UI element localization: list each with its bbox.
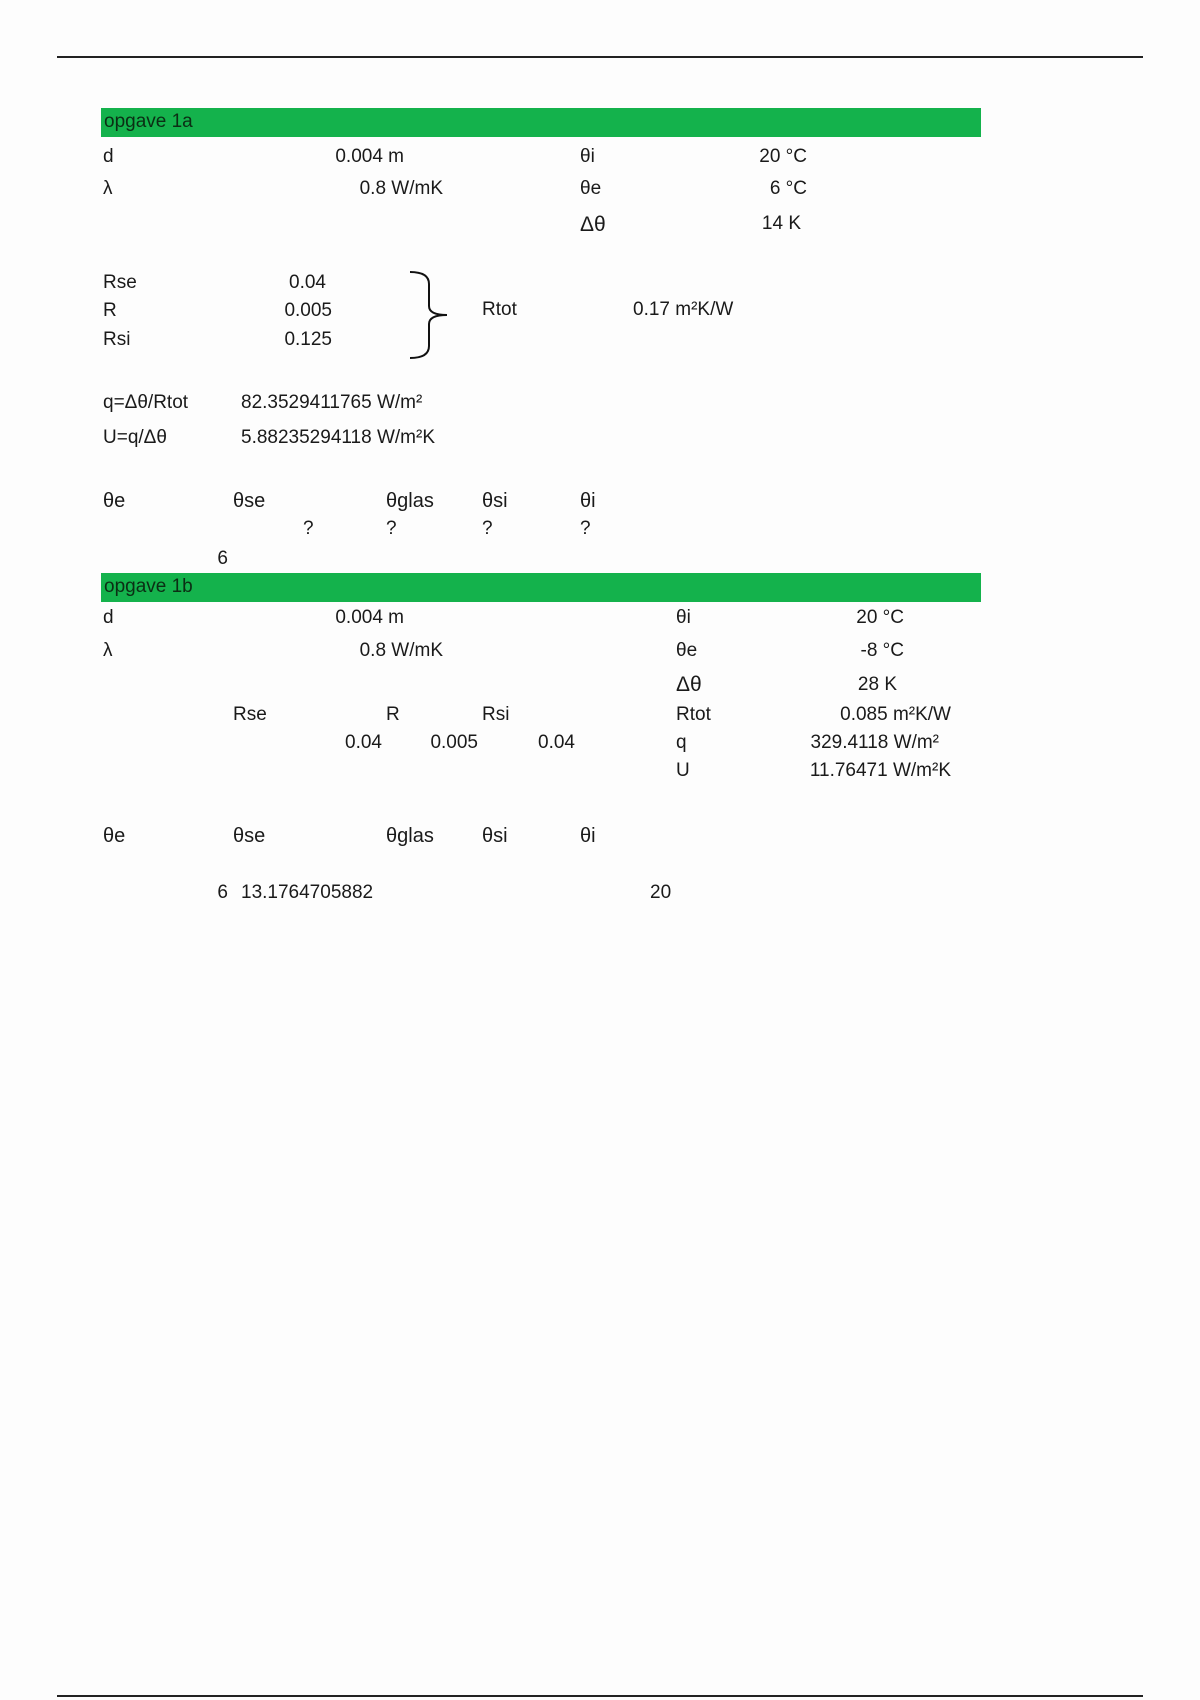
header-theta-si: θsi bbox=[482, 490, 508, 512]
footer-rule bbox=[57, 1695, 1143, 1697]
unknown-theta-glas: ? bbox=[386, 518, 397, 539]
result-theta-e: 6 bbox=[217, 548, 228, 569]
value-theta-e: 6 °C bbox=[769, 178, 807, 199]
value-u: 5.88235294118 W/m²K bbox=[241, 427, 435, 448]
value-q: 329.4118 W/m² bbox=[810, 732, 939, 753]
label-lambda: λ bbox=[103, 640, 113, 661]
header-theta-se: θse bbox=[233, 825, 266, 847]
label-rtot: Rtot bbox=[482, 299, 517, 320]
header-theta-i: θi bbox=[580, 825, 596, 847]
value-theta-i: 20 °C bbox=[856, 607, 904, 628]
value-rtot: 0.085 m²K/W bbox=[840, 704, 951, 725]
header-r: R bbox=[386, 704, 400, 725]
section-heading-1a bbox=[101, 108, 981, 137]
value-rtot: 0.17 m²K/W bbox=[633, 299, 734, 320]
value-d: 0.004 m bbox=[335, 146, 404, 167]
label-theta-e: θe bbox=[580, 178, 602, 199]
unknown-theta-i: ? bbox=[580, 518, 591, 539]
label-theta-e: θe bbox=[676, 640, 698, 661]
value-delta-theta: 14 K bbox=[761, 213, 801, 234]
header-rse: Rse bbox=[233, 704, 267, 725]
value-rse: 0.04 bbox=[289, 272, 326, 293]
value-rsi: 0.04 bbox=[538, 732, 575, 753]
header-theta-se: θse bbox=[233, 490, 266, 512]
label-delta-theta: Δθ bbox=[676, 673, 702, 696]
value-lambda: 0.8 W/mK bbox=[359, 178, 443, 199]
section-title: opgave 1a bbox=[104, 111, 193, 132]
label-lambda: λ bbox=[103, 178, 113, 199]
label-rtot: Rtot bbox=[676, 704, 711, 725]
value-rsi: 0.125 bbox=[284, 329, 332, 350]
header-theta-i: θi bbox=[580, 490, 596, 512]
label-rse: Rse bbox=[103, 272, 137, 293]
label-d: d bbox=[103, 146, 114, 167]
value-r: 0.005 bbox=[284, 300, 332, 321]
label-theta-i: θi bbox=[580, 146, 595, 167]
unknown-theta-se: ? bbox=[303, 518, 314, 539]
label-q: q=Δθ/Rtot bbox=[103, 392, 189, 413]
header-theta-e: θe bbox=[103, 490, 126, 512]
label-theta-i: θi bbox=[676, 607, 691, 628]
result-theta-i: 20 bbox=[650, 882, 672, 903]
result-theta-se: 13.1764705882 bbox=[241, 882, 374, 903]
section-title: opgave 1b bbox=[104, 576, 193, 597]
value-d: 0.004 m bbox=[335, 607, 404, 628]
value-r: 0.005 bbox=[430, 732, 478, 753]
label-q: q bbox=[676, 732, 687, 753]
label-d: d bbox=[103, 607, 114, 628]
header-theta-glas: θglas bbox=[386, 490, 434, 512]
header-theta-si: θsi bbox=[482, 825, 508, 847]
value-theta-e: -8 °C bbox=[860, 640, 904, 661]
value-q: 82.3529411765 W/m² bbox=[241, 392, 423, 413]
header-rule bbox=[57, 56, 1143, 58]
value-lambda: 0.8 W/mK bbox=[359, 640, 443, 661]
value-rse: 0.04 bbox=[345, 732, 382, 753]
section-heading-1b bbox=[101, 573, 981, 602]
value-theta-i: 20 °C bbox=[759, 146, 807, 167]
value-delta-theta: 28 K bbox=[857, 674, 897, 695]
unknown-theta-si: ? bbox=[482, 518, 493, 539]
label-r: R bbox=[103, 300, 117, 321]
value-u: 11.76471 W/m²K bbox=[809, 760, 951, 781]
label-rsi: Rsi bbox=[103, 329, 131, 350]
label-u: U=q/Δθ bbox=[103, 427, 167, 448]
header-rsi: Rsi bbox=[482, 704, 510, 725]
result-theta-e: 6 bbox=[217, 882, 228, 903]
header-theta-e: θe bbox=[103, 825, 126, 847]
curly-brace-icon bbox=[405, 270, 451, 360]
label-u: U bbox=[676, 760, 690, 781]
header-theta-glas: θglas bbox=[386, 825, 434, 847]
label-delta-theta: Δθ bbox=[580, 213, 606, 236]
